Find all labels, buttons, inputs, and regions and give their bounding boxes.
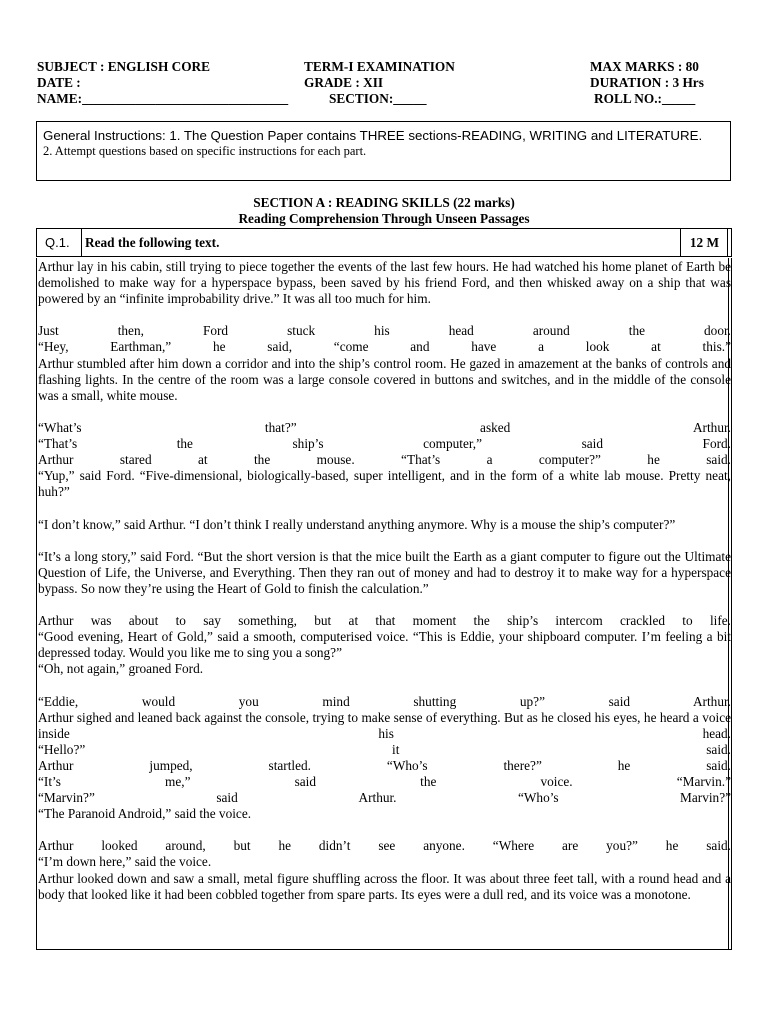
paragraph-7-line-2: Arthur sighed and leaned back against the console, trying to make sense of everything. But as he closed his eyes, he heard a voice inside his head. [38,709,731,741]
name-blank: _______________________________ [82,91,289,106]
paragraph-5: “It’s a long story,” said Ford. “But the short version is that the mice built the Earth as a giant computer to figure out the Ultimate Question of Life, the Universe, and Everything. Then they ran out of money and had to destroy it to make way for a hyperspace bypass. So now they’re using the Heart of Gold to finish the calculation.” [38,548,731,596]
question-text: Read the following text. [85,235,220,250]
subject-label: SUBJECT : ENGLISH CORE [37,59,211,74]
passage-box [36,258,732,950]
paragraph-6-line-1: Arthur was about to say something, but at that moment the ship’s intercom crackled to life. [38,613,731,629]
question-number: Q.1. [37,229,82,256]
section-label: SECTION: [329,91,394,106]
roll-field[interactable] [594,91,695,107]
section-field[interactable] [329,91,427,107]
name-field[interactable] [37,91,288,107]
paragraph-3-line-1: “What’s that?” asked Arthur. [38,419,731,435]
date-label: DATE : [37,75,81,90]
paragraph-8-line-1: Arthur looked around, but he didn’t see anyone. “Where are you?” he said. [38,838,731,854]
exam-title: TERM-I EXAMINATION [304,59,455,74]
passage-text [38,259,731,903]
roll-blank: _____ [661,91,696,106]
paragraph-7-line-5: “It’s me,” said the voice. “Marvin.” [38,774,731,789]
paragraph-7-line-1: “Eddie, would you mind shutting up?” said Arthur. [38,693,731,709]
section-title: SECTION A : READING SKILLS (22 marks) [253,195,515,210]
paragraph-8-line-2: “I’m down here,” said the voice. [38,854,212,870]
paragraph-3-line-3: Arthur stared at the mouse. “That’s a computer?” he said. [38,452,731,468]
max-marks-label: MAX MARKS : 80 [590,59,699,74]
marks-border [727,229,731,256]
section-subtitle: Reading Comprehension Through Unseen Passages [238,211,530,226]
paragraph-2-line-3: Arthur stumbled after him down a corridor and into the ship’s control room. He gazed in amazement at the banks of controls and flashing lights. In the centre of the room was a large console covered in buttons and switches, and in the middle of the console was a small, white mouse. [38,355,731,403]
roll-label: ROLL NO.: [594,91,662,106]
paragraph-3-line-2: “That’s the ship’s computer,” said Ford. [38,436,731,452]
grade-label: GRADE : XII [304,75,384,90]
paragraph-7-line-7: “The Paranoid Android,” said the voice. [38,806,252,822]
question-row [36,228,732,257]
paragraph-4: “I don’t know,” said Arthur. “I don’t think I really understand anything anymore. Why is a mouse the ship’s computer?” [38,516,676,532]
paragraph-7-line-4: Arthur jumped, startled. “Who’s there?” he said. [38,757,731,773]
instruction-line-2: 2. Attempt questions based on specific instructions for each part. [43,144,367,158]
paragraph-6-line-3: “Oh, not again,” groaned Ford. [38,661,204,677]
paragraph-7-line-3: “Hello?” it said. [38,741,731,757]
paragraph-8-line-3: Arthur looked down and saw a small, metal figure shuffling across the floor. It was about three feet tall, with a round head and a body that looked like it had been cobbled together from spare parts. Its eyes were a dull red, and its voice was a monotone. [38,870,731,902]
instructions-box [36,121,731,181]
question-marks: 12 M [680,229,728,256]
paragraph-2-line-1: Just then, Ford stuck his head around the door. [38,323,731,339]
instruction-line-1: General Instructions: 1. The Question Paper contains THREE sections-READING, WRITING and LITERATURE. [43,128,703,143]
duration-label: DURATION : 3 Hrs [590,75,704,90]
paragraph-3-line-4: “Yup,” said Ford. “Five-dimensional, biologically-based, super intelligent, and in the form of a white lab mouse. Pretty neat, huh?” [38,468,731,500]
section-blank: _____ [393,91,427,106]
paragraph-7-line-6: “Marvin?” said Arthur. “Who’s Marvin?” [38,790,731,806]
paragraph-2-line-2: “Hey, Earthman,” he said, “come and have a look at this.” [38,339,731,355]
paragraph-6-line-2: “Good evening, Heart of Gold,” said a smooth, computerised voice. “This is Eddie, your shipboard computer. I’m feeling a bit depressed today. Would you like me to sing you a song?” [38,629,731,661]
name-label: NAME: [37,91,83,106]
paragraph-1: Arthur lay in his cabin, still trying to piece together the events of the last few hours. He had watched his home planet of Earth be demolished to make way for a hyperspace bypass, been saved by his friend Ford, and then whisked away on a ship that was powered by an “infinite improbability drive.” It was all too much for him. [38,259,731,307]
